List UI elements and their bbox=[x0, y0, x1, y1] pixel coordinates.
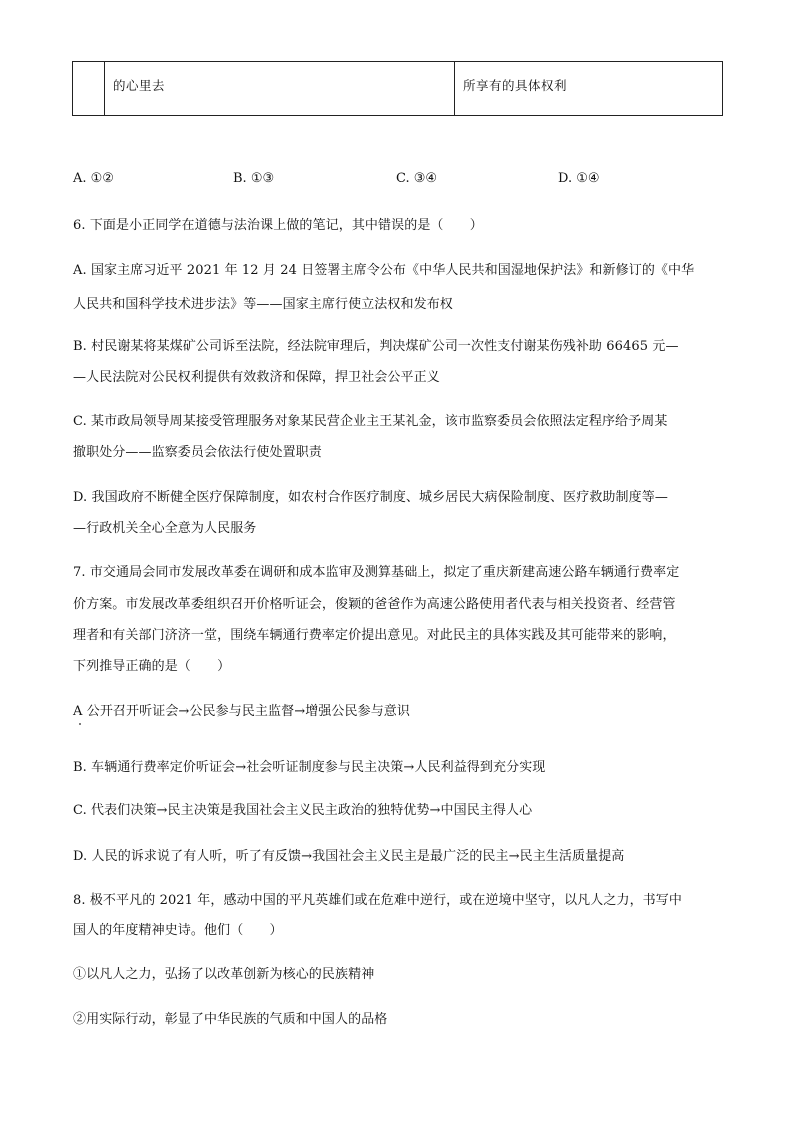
q7-stem-line3: 理者和有关部门济济一堂，围绕车辆通行费率定价提出意见。对此民主的具体实践及其可能带来的影响， bbox=[73, 628, 676, 643]
table-cell-left: 的心里去 bbox=[105, 62, 455, 116]
q7-option-c: C. 代表们决策→民主决策是我国社会主义民主政治的独特优势→中国民主得人心 bbox=[73, 803, 533, 818]
q5-option-a: A. ①② bbox=[73, 171, 114, 186]
q7-stem-line2: 价方案。市发展改革委组织召开价格听证会，俊颖的爸爸作为高速公路使用者代表与相关投资者、经营管 bbox=[73, 597, 676, 612]
q6-option-d-line1: D. 我国政府不断健全医疗保障制度，如农村合作医疗制度、城乡居民大病保险制度、医疗救助制度等— bbox=[73, 490, 668, 505]
q6-option-c-line1: C. 某市政局领导周某接受管理服务对象某民营企业主王某礼金，该市监察委员会依照法定程序给予周某 bbox=[73, 414, 668, 429]
q6-option-a-line1: A. 国家主席习近平 2021 年 12 月 24 日签署主席令公布《中华人民共和国湿地保护法》和新修订的《中华 bbox=[73, 263, 695, 278]
table-cell-index bbox=[73, 62, 105, 116]
q7-option-d: D. 人民的诉求说了有人听，听了有反馈→我国社会主义民主是最广泛的民主→民主生活质量提高 bbox=[73, 849, 625, 864]
q6-stem: 6. 下面是小正同学在道德与法治课上做的笔记，其中错误的是（ ） bbox=[73, 218, 483, 233]
q5-option-b: B. ①③ bbox=[233, 171, 275, 186]
q6-option-b-line1: B. 村民谢某将某煤矿公司诉至法院，经法院审理后，判决煤矿公司一次性支付谢某伤残补助 66465 元— bbox=[73, 339, 679, 354]
q8-stem-line2: 国人的年度精神史诗。他们（ ） bbox=[73, 923, 283, 938]
q7-option-b: B. 车辆通行费率定价听证会→社会听证制度参与民主决策→人民利益得到充分实现 bbox=[73, 760, 546, 775]
continued-table bbox=[72, 61, 723, 116]
q5-option-d: D. ①④ bbox=[558, 171, 600, 186]
q7-option-a: A 公开召开听证会→公民参与民主监督→增强公民参与意识 bbox=[73, 704, 411, 719]
table-cell-right: 所享有的具体权利 bbox=[455, 62, 723, 116]
q5-option-c: C. ③④ bbox=[396, 171, 438, 186]
q7-stem-line4: 下列推导正确的是（ ） bbox=[73, 659, 231, 674]
stray-dot bbox=[79, 723, 81, 725]
q6-option-b-line2: —人民法院对公民权利提供有效救济和保障，捍卫社会公平正义 bbox=[73, 370, 440, 385]
q8-item-1: ①以凡人之力，弘扬了以改革创新为核心的民族精神 bbox=[73, 967, 375, 982]
q6-option-d-line2: —行政机关全心全意为人民服务 bbox=[73, 521, 257, 536]
q8-item-2: ②用实际行动，彰显了中华民族的气质和中国人的品格 bbox=[73, 1012, 388, 1027]
q6-option-a-line2: 人民共和国科学技术进步法》等——国家主席行使立法权和发布权 bbox=[73, 297, 453, 312]
q8-stem-line1: 8. 极不平凡的 2021 年，感动中国的平凡英雄们或在危难中逆行，或在逆境中坚守，以凡人之力，书写中 bbox=[73, 893, 682, 908]
q6-option-c-line2: 撤职处分——监察委员会依法行使处置职责 bbox=[73, 445, 322, 460]
q7-stem-line1: 7. 市交通局会同市发展改革委在调研和成本监审及测算基础上，拟定了重庆新建高速公路车辆通行费率定 bbox=[73, 565, 680, 580]
table-row bbox=[73, 62, 723, 116]
